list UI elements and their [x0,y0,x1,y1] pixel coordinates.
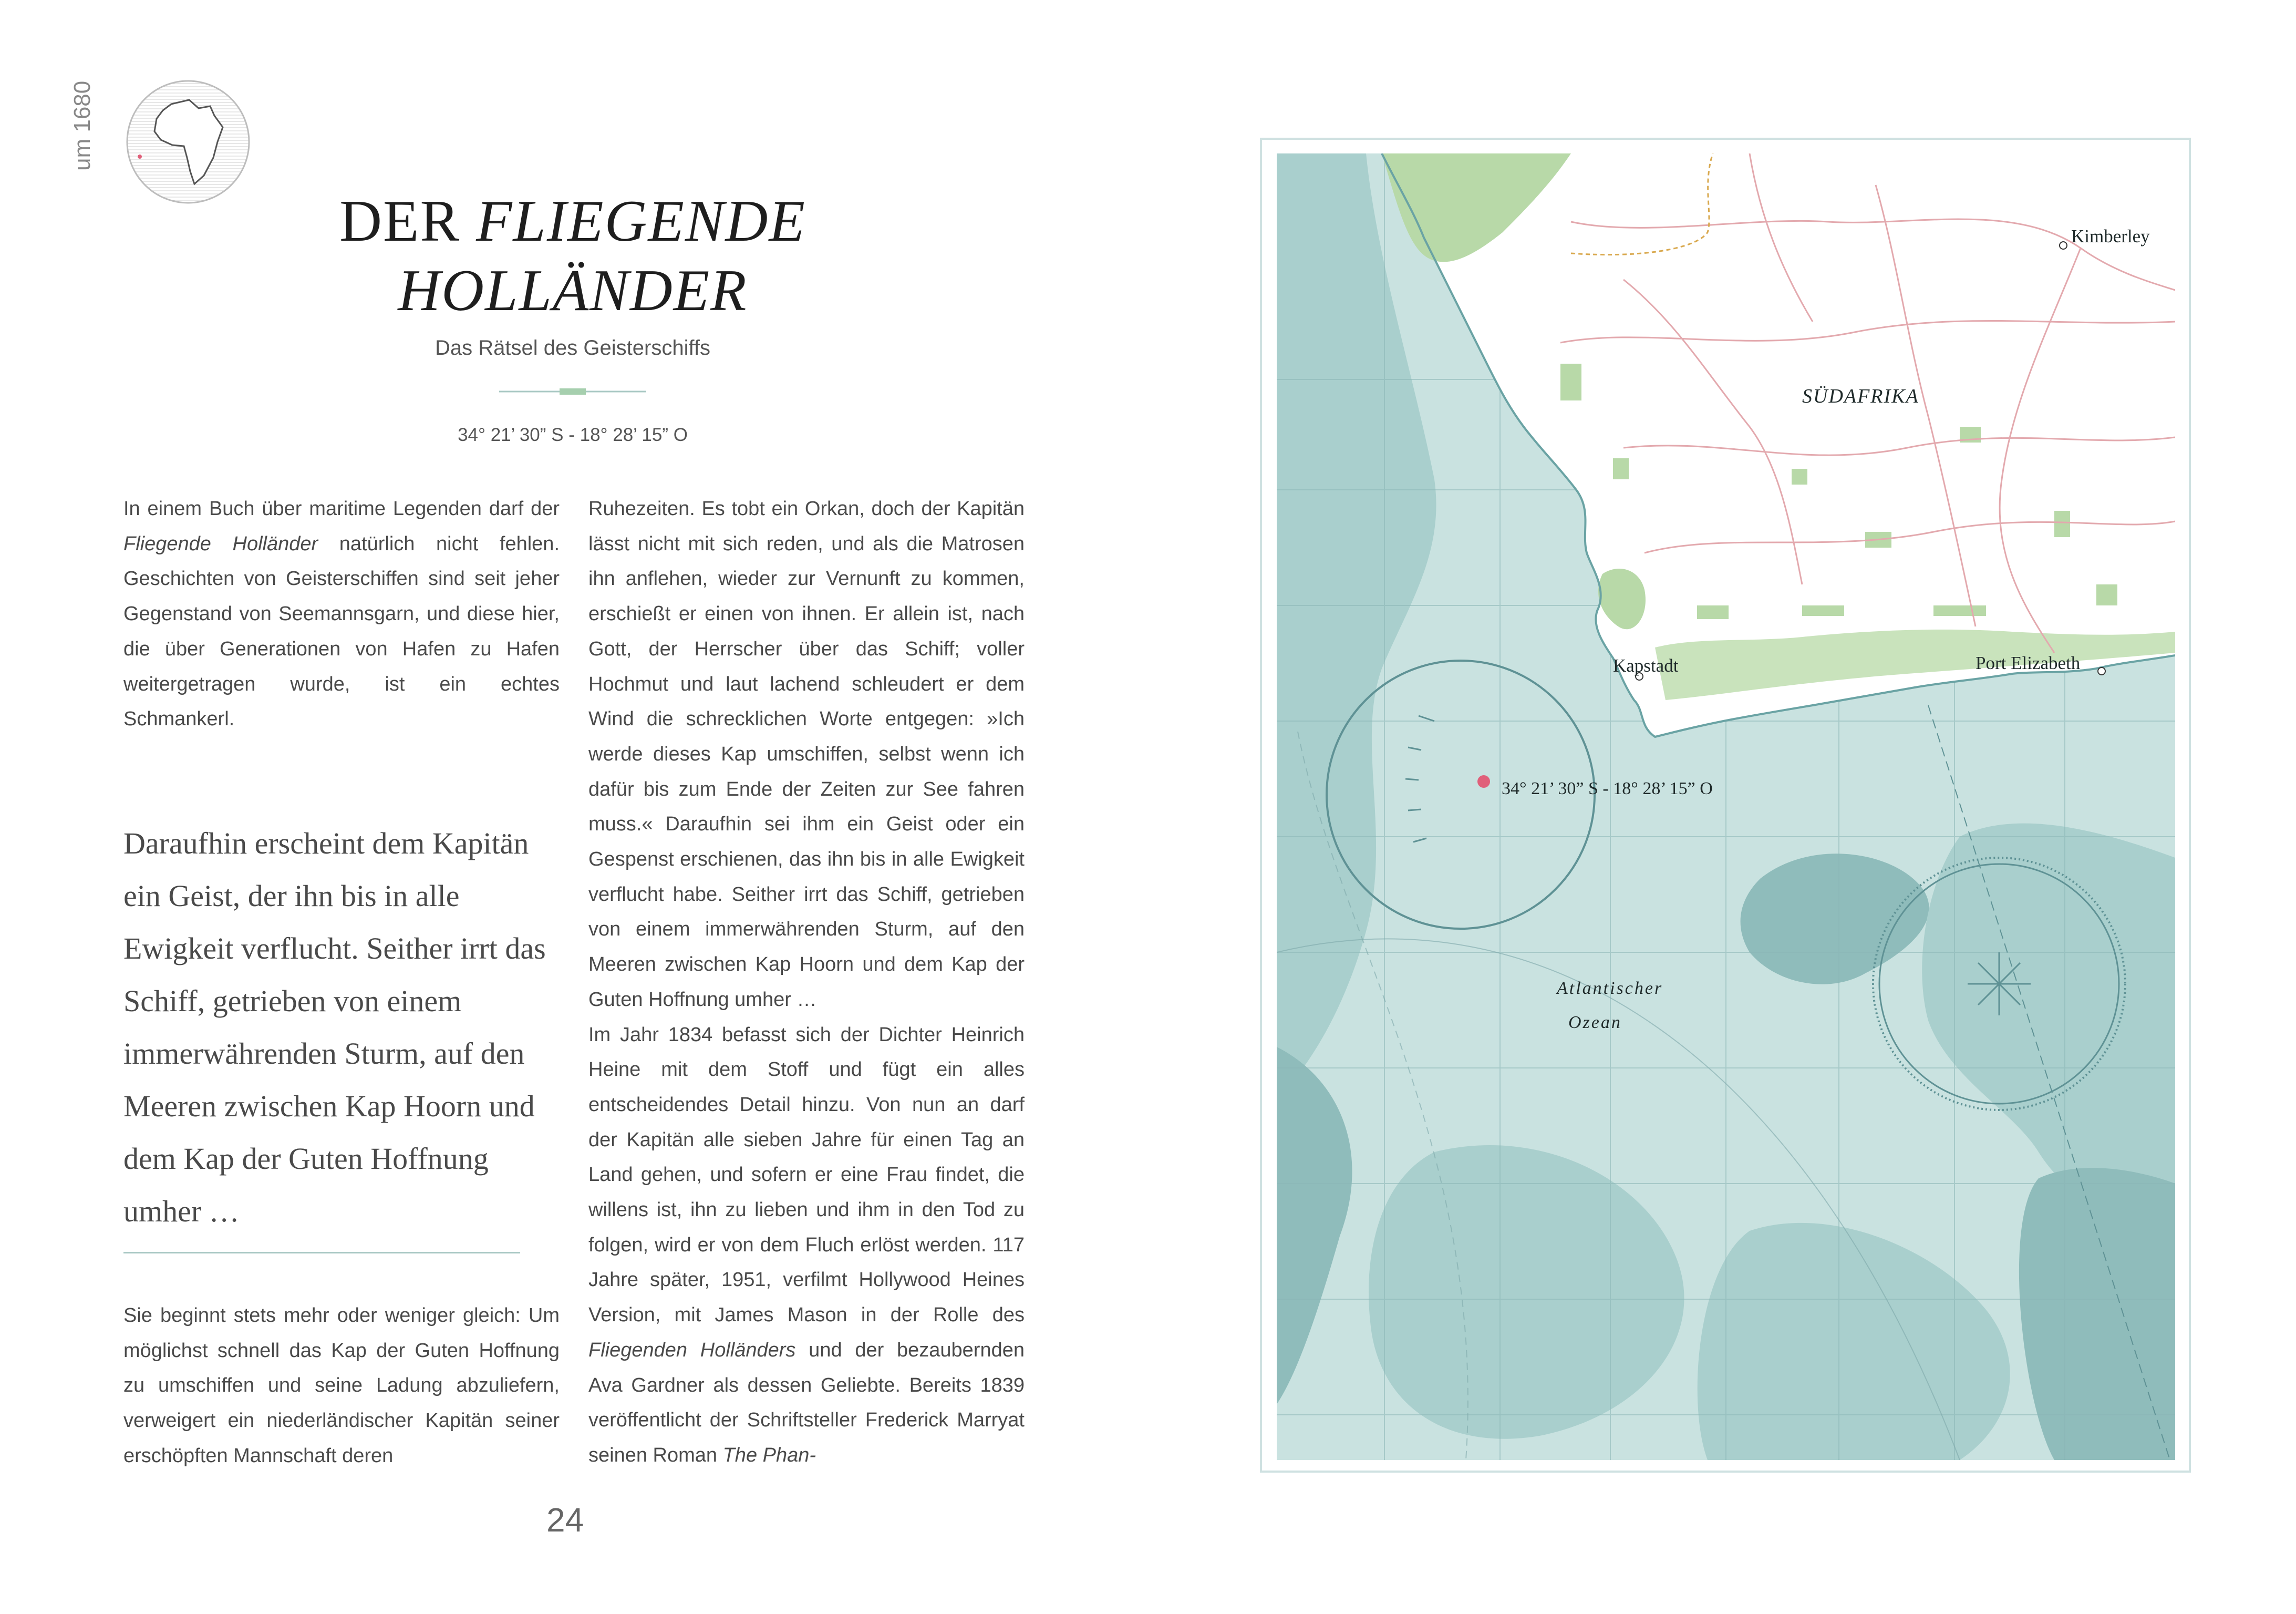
story-column-right [588,491,1025,1473]
map-label-ocean-line2: Ozean [1568,1013,1622,1032]
intro-paragraph: In einem Buch über maritime Legenden darf der Fliegende Holländer natürlich nicht fehlen. Geschichten von Geisterschiffen sind seit jeher Gegenstand von Seemannsgarn, und diese hier, die über Generationen von Hafen zu Hafen weitergetragen wurde, ist ein echtes Schmankerl. [123,498,560,731]
story-paragraph: Ruhezeiten. Es tobt ein Orkan, doch der Kapitän lässt nicht mit sich reden, und als die Matrosen ihn anflehen, wieder zur Vernunft zu kommen, erschießt er einen von ihnen. Er allein ist, nach Gott, der Herrscher über das Schiff; voller Hochmut und laut lachend schleudert er dem Wind die schrecklichen Worte entgegen: »Ich werde dieses Kap umschiffen, selbst wenn ich dafür bis zum Ende der Zeiten zur See fahren muss.« Daraufhin sei ihm ein Geist oder ein Gespenst erschienen, das ihn bis in alle Ewigkeit verflucht habe. Seither irrt das Schiff, getrieben von einem immerwährenden Sturm, auf den Meeren zwischen Kap Hoorn und dem Kap der Guten Hoffnung umher … [588,498,1025,1011]
era-label: um 1680 [69,80,95,171]
story-paragraph: Sie beginnt stets mehr oder weniger gleich: Um möglichst schnell das Kap der Guten Hoffnung zu umschiffen und seine Ladung abzuliefern, verweigert ein niederländischer Kapitän seiner erschöpften Mannschaft deren [123,1304,560,1467]
map-label-ocean-line1: Atlantischer [1557,979,1663,998]
page-subtitle: Das Rätsel des Geisterschiffs [435,336,710,359]
map [1277,153,2175,1460]
divider-ornament [499,386,646,397]
map-label-kimberley: Kimberley [2071,226,2150,246]
pull-quote: Daraufhin erscheint dem Kapitän ein Geist, der ihn bis in alle Ewigkeit verflucht. Seither irrt das Schiff, getrieben von einem immerwährenden Sturm, auf den Meeren zwischen Kap Hoorn und dem Kap der Guten Hoffnung umher … [123,826,546,1228]
page-title: DER FLIEGENDE HOLLÄNDER [339,189,806,323]
map-label-kapstadt: Kapstadt [1613,655,1679,676]
pull-quote-rule [123,1252,520,1253]
map-graphic [1277,153,2175,1460]
story-paragraph: Im Jahr 1834 befasst sich der Dichter Heinrich Heine mit dem Stoff und fügt ein alles entscheidendes Detail hinzu. Von nun an darf der Kapitän alle sieben Jahre für einen Tag an Land gehen, und sofern er eine Frau findet, die willens ist, ihn zu lieben und ihm in den Tod zu folgen, wird er von dem Fluch erlöst werden. 117 Jahre später, 1951, verfilmt Hollywood Heines Version, mit James Mason in der Rolle des Fliegenden Holländers und der bezaubernden Ava Gardner als dessen Geliebte. Bereits 1839 veröffentlicht der Schriftsteller Frederick Marryat seinen Roman The Phan- [588,1023,1025,1466]
map-label-port-elizabeth: Port Elizabeth [1976,653,2081,673]
africa-globe-icon [125,79,251,205]
page-number: 24 [546,1501,584,1539]
map-label-country: SÜDAFRIKA [1802,385,1919,407]
map-marker-coordinates: 34° 21’ 30” S - 18° 28’ 15” O [1502,779,1713,798]
location-coordinates: 34° 21’ 30” S - 18° 28’ 15” O [458,425,688,445]
